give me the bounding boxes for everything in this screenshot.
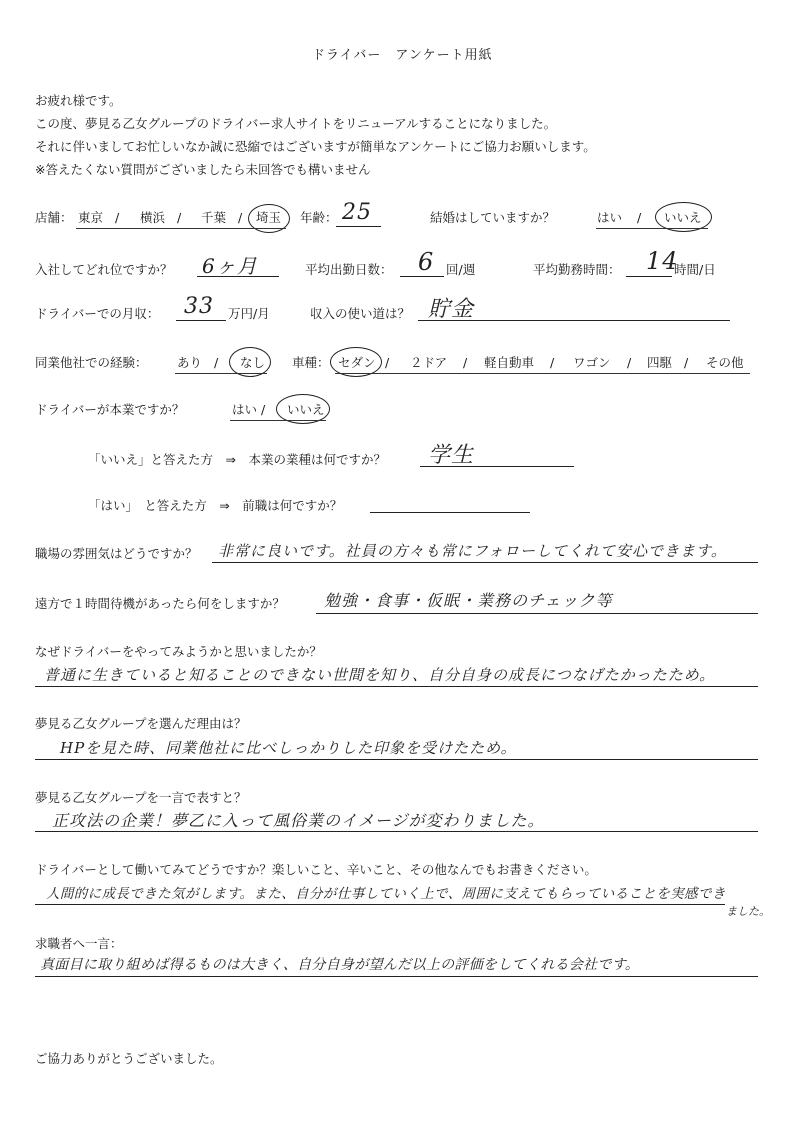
- married-option-no[interactable]: いいえ: [664, 210, 702, 225]
- intro-line-1: お疲れ様です。: [35, 93, 122, 108]
- separator: /: [684, 355, 689, 370]
- why-group-field-line: [35, 759, 758, 760]
- experience-underline: [175, 373, 267, 374]
- atmosphere-value[interactable]: 非常に良いです。社員の方々も常にフォローしてくれて安心できます。: [218, 542, 727, 560]
- waiting-value[interactable]: 勉強・食事・仮眠・業務のチェック等: [324, 591, 613, 610]
- experience-label: 同業他社での経験：: [35, 355, 148, 370]
- age-label: 年齢：: [300, 210, 338, 225]
- income-label: ドライバーでの月収：: [35, 306, 160, 321]
- yes-answer-label: 「はい」 と答えた方 ⇒ 前職は何ですか？: [88, 498, 343, 513]
- waiting-label: 遠方で１時間待機があったら何をしますか？: [35, 596, 285, 611]
- car-underline: [335, 373, 750, 374]
- car-option-kei[interactable]: 軽自動車: [484, 355, 535, 370]
- married-label: 結婚はしていますか？: [430, 210, 556, 225]
- message-value[interactable]: 真面目に取り組めば得るものは大きく、自分自身が望んだ以上の評価をしてくれる会社です。: [40, 957, 640, 973]
- married-option-yes[interactable]: はい: [597, 210, 623, 225]
- impression-label: ドライバーとして働いてみてどうですか？楽しいこと、辛いこと、その他なんでもお書きください。: [35, 862, 597, 877]
- hours-field-line: [626, 276, 672, 277]
- car-option-other[interactable]: その他: [706, 355, 744, 370]
- days-field-line: [400, 276, 444, 277]
- usage-value[interactable]: 貯金: [428, 297, 475, 322]
- atmosphere-field-line: [212, 562, 758, 563]
- income-unit: 万円/月: [228, 306, 270, 321]
- days-value[interactable]: 6: [418, 248, 435, 276]
- car-option-2door[interactable]: ２ドア: [410, 355, 448, 370]
- separator: /: [637, 210, 642, 225]
- why-driver-label: なぜドライバーをやってみようかと思いましたか？: [35, 644, 322, 659]
- main-job-label: ドライバーが本業ですか？: [35, 402, 185, 417]
- separator: /: [177, 210, 182, 225]
- impression-value-continued: ました。: [726, 905, 770, 918]
- tenure-label: 入社してどれ位ですか？: [35, 262, 173, 277]
- married-underline: [596, 228, 708, 229]
- separator: /: [627, 355, 632, 370]
- one-word-label: 夢見る乙女グループを一言で表すと？: [35, 790, 247, 805]
- hours-label: 平均勤務時間：: [533, 262, 621, 277]
- tenure-value[interactable]: 6ヶ月: [202, 254, 258, 278]
- yes-answer-field-line: [370, 512, 530, 513]
- why-group-label: 夢見る乙女グループを選んだ理由は？: [35, 716, 247, 731]
- message-field-line: [35, 976, 758, 977]
- no-answer-value[interactable]: 学生: [428, 443, 475, 468]
- income-value[interactable]: 33: [184, 294, 214, 319]
- separator: /: [238, 210, 243, 225]
- age-field-line: [336, 226, 381, 227]
- no-answer-label: 「いいえ」と答えた方 ⇒ 本業の業種は何ですか？: [88, 452, 386, 467]
- hours-value[interactable]: 14: [646, 247, 679, 275]
- intro-line-3: それに伴いましてお忙しいなか誠に恐縮ではございますが簡単なアンケートにご協力お願いします。: [35, 139, 596, 154]
- store-label: 店舗：: [35, 210, 73, 225]
- why-driver-value[interactable]: 普通に生きていると知ることのできない世間を知り、自分自身の成長につなげたかったため。: [44, 666, 716, 684]
- income-field-line: [176, 320, 226, 321]
- age-value[interactable]: 25: [342, 200, 372, 225]
- waiting-field-line: [316, 613, 758, 614]
- intro-line-2: この度、夢見る乙女グループのドライバー求人サイトをリニューアルすることになりました。: [35, 116, 557, 131]
- main-job-underline: [230, 420, 326, 421]
- experience-option-no[interactable]: なし: [240, 355, 266, 370]
- one-word-value[interactable]: 正攻法の企業！夢乙に入って風俗業のイメージが変わりました。: [52, 811, 545, 830]
- document-title: ドライバー アンケート用紙: [312, 48, 493, 63]
- days-unit: 回/週: [446, 262, 476, 277]
- experience-option-yes[interactable]: あり: [177, 355, 203, 370]
- separator: /: [214, 355, 219, 370]
- separator: /: [463, 355, 468, 370]
- separator: /: [385, 355, 390, 370]
- separator: /: [261, 402, 266, 417]
- store-option-chiba[interactable]: 千葉: [201, 210, 227, 225]
- store-underline: [76, 228, 286, 229]
- no-answer-field-line: [420, 466, 574, 467]
- car-option-wagon[interactable]: ワゴン: [573, 355, 611, 370]
- days-label: 平均出勤日数：: [305, 262, 393, 277]
- atmosphere-label: 職場の雰囲気はどうですか？: [35, 546, 198, 561]
- separator: /: [115, 210, 120, 225]
- car-option-sedan[interactable]: セダン: [338, 355, 376, 370]
- car-option-4wd[interactable]: 四駆: [647, 355, 673, 370]
- hours-unit: 時間/日: [674, 262, 716, 277]
- one-word-field-line: [35, 831, 758, 832]
- store-option-yokohama[interactable]: 横浜: [140, 210, 166, 225]
- intro-line-4: ※答えたくない質問がございましたら未回答でも構いません: [35, 162, 371, 177]
- tenure-field-line: [197, 276, 279, 277]
- thanks-text: ご協力ありがとうございました。: [35, 1051, 223, 1066]
- impression-value[interactable]: 人間的に成長できた気がします。また、自分が仕事していく上で、周囲に支えてもらっていることを実感でき: [46, 886, 726, 902]
- store-option-tokyo[interactable]: 東京: [78, 210, 104, 225]
- separator: /: [550, 355, 555, 370]
- usage-label: 収入の使い道は？: [310, 306, 411, 321]
- why-driver-field-line: [35, 686, 758, 687]
- main-job-option-yes[interactable]: はい: [232, 402, 258, 417]
- impression-field-line: [35, 904, 725, 905]
- why-group-value[interactable]: HPを見た時、同業他社に比べしっかりした印象を受けたため。: [60, 739, 517, 757]
- store-option-saitama[interactable]: 埼玉: [256, 210, 282, 225]
- message-label: 求職者へ一言：: [35, 936, 123, 951]
- car-label: 車種：: [292, 355, 330, 370]
- main-job-option-no[interactable]: いいえ: [287, 402, 325, 417]
- usage-field-line: [418, 320, 730, 321]
